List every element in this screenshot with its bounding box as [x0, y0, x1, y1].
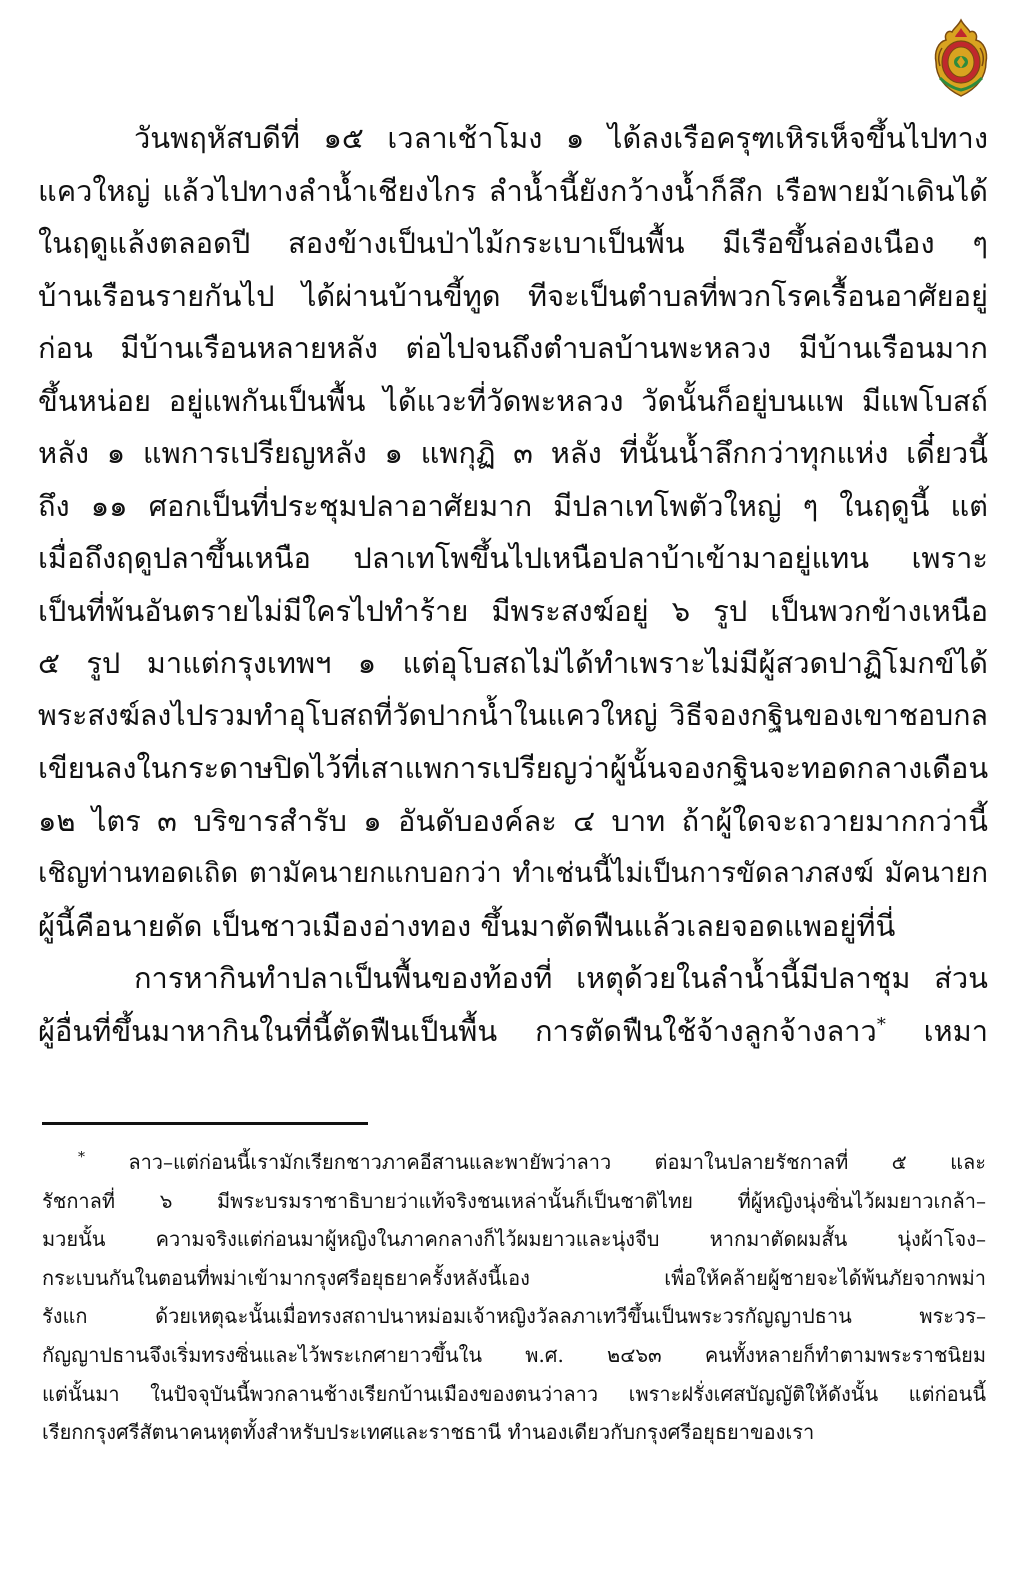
- body-line: พระสงฆ์ลงไปรวมทำอุโบสถที่วัดปากน้ำในแควใหญ่ วิธีจองกฐินของเขาชอบกล: [38, 698, 988, 732]
- body-line-tail: เหมา: [923, 1013, 989, 1048]
- body-line: เขียนลงในกระดาษปิดไว้ที่เสาแพการเปรียญว่าผู้นั้นจองกฐินจะทอดกลางเดือน: [38, 751, 989, 785]
- footnote-line: แต่นั้นมา ในปัจจุบันนี้พวกลานช้างเรียกบ้านเมืองของตนว่าลาว เพราะฝรั่งเศสบัญญัติให้ดังนั้น แต่ก่อนนี้: [42, 1381, 986, 1406]
- footnote-line: รังแก ด้วยเหตุฉะนั้นเมื่อทรงสถาปนาหม่อมเจ้าหญิงวัลลภาเทวีขึ้นเป็นพระวรกัญญาปธาน พระวร–: [42, 1304, 986, 1329]
- footnote-reference-mark: *: [876, 1013, 886, 1035]
- body-line: แควใหญ่ แล้วไปทางลำน้ำเชียงไกร ลำน้ำนี้ยังกว้างน้ำก็ลึก เรือพายม้าเดินได้: [38, 173, 988, 208]
- body-line-with-note: [38, 1005, 988, 1058]
- body-line: เป็นที่พ้นอันตรายไม่มีใครไปทำร้าย มีพระสงฆ์อยู่ ๖ รูป เป็นพวกข้างเหนือ: [38, 593, 988, 628]
- footnote-line-text: ลาว–แต่ก่อนนี้เรามักเรียกชาวภาคอีสานและพายัพว่าลาว ต่อมาในปลายรัชกาลที่ ๕ และ: [128, 1150, 986, 1174]
- body-line: หลัง ๑ แพการเปรียญหลัง ๑ แพกุฏิ ๓ หลัง ที่นั้นน้ำลึกกว่าทุกแห่ง เดี๋ยวนี้: [38, 436, 988, 470]
- body-line: การหากินทำปลาเป็นพื้นของท้องที่ เหตุด้วยในลำน้ำนี้มีปลาชุม ส่วน: [134, 961, 988, 995]
- body-line: ๑๒ ไตร ๓ บริขารสำรับ ๑ อันดับองค์ละ ๔ บาท ถ้าผู้ใดจะถวายมากกว่านี้: [38, 803, 988, 838]
- body-line: บ้านเรือนรายกันไป ได้ผ่านบ้านขี้ทูด ทีจะเป็นตำบลที่พวกโรคเรื้อนอาศัยอยู่: [38, 278, 988, 313]
- footnote: [42, 1143, 986, 1452]
- footnote-marker: *: [78, 1149, 85, 1166]
- body-line-text: ผู้อื่นที่ขึ้นมาหากินในที่นี้ตัดฟืนเป็นพื้น การตัดฟืนใช้จ้างลูกจ้างลาว: [38, 1013, 877, 1048]
- footnote-line: เรียกกรุงศรีสัตนาคนหุตทั้งสำหรับประเทศและราชธานี ทำนองเดียวกับกรุงศรีอยุธยาของเรา: [42, 1420, 815, 1445]
- body-line: ผู้นี้คือนายดัด เป็นชาวเมืองอ่างทอง ขึ้นมาตัดฟืนแล้วเลยจอดแพอยู่ที่นี่: [38, 908, 896, 943]
- footnote-line: รัชกาลที่ ๖ มีพระบรมราชาธิบายว่าแท้จริงชนเหล่านั้นก็เป็นชาติไทย ที่ผู้หญิงนุ่งซิ่นไว้ผมยาวเกล้า–: [42, 1188, 986, 1213]
- footnote-separator: [42, 1122, 368, 1125]
- footnote-line: กระเบนกันในตอนที่พม่าเข้ามากรุงศรีอยุธยาครั้งหลังนี้เอง เพื่อให้คล้ายผู้ชายจะได้พ้นภัยจากพม่า: [42, 1265, 986, 1290]
- school-emblem-icon: [928, 18, 994, 98]
- body-line: ก่อน มีบ้านเรือนหลายหลัง ต่อไปจนถึงตำบลบ้านพะหลวง มีบ้านเรือนมาก: [38, 331, 988, 365]
- footnote-line: [42, 1143, 986, 1182]
- body-line: เมื่อถึงฤดูปลาขึ้นเหนือ ปลาเทโพขึ้นไปเหนือปลาบ้าเข้ามาอยู่แทน เพราะ: [38, 541, 988, 575]
- body-line: ในฤดูแล้งตลอดปี สองข้างเป็นป่าไม้กระเบาเป็นพื้น มีเรือขึ้นล่องเนือง ๆ: [38, 226, 988, 260]
- footnote-line: กัญญาปธานจึงเริ่มทรงซิ่นและไว้พระเกศายาวขึ้นใน พ.ศ. ๒๔๖๓ คนทั้งหลายก็ทำตามพระราชนิยม: [42, 1342, 986, 1367]
- body-line: วันพฤหัสบดีที่ ๑๕ เวลาเช้าโมง ๑ ได้ลงเรือครุฑเหิรเห็จขึ้นไปทาง: [134, 121, 988, 155]
- body-line: ๕ รูป มาแต่กรุงเทพฯ ๑ แต่อุโบสถไม่ได้ทำเพราะไม่มีผู้สวดปาฏิโมกข์ได้: [38, 646, 988, 680]
- body-line: ขึ้นหน่อย อยู่แพกันเป็นพื้น ได้แวะที่วัดพะหลวง วัดนั้นก็อยู่บนแพ มีแพโบสถ์: [38, 383, 988, 418]
- body-line: เชิญท่านทอดเถิด ตามัคนายกแกบอกว่า ทำเช่นนี้ไม่เป็นการขัดลาภสงฆ์ มัคนายก: [38, 857, 988, 889]
- body-line: ถึง ๑๑ ศอกเป็นที่ประชุมปลาอาศัยมาก มีปลาเทโพตัวใหญ่ ๆ ในฤดูนี้ แต่: [38, 488, 988, 523]
- footnote-line: มวยนั้น ความจริงแต่ก่อนมาผู้หญิงในภาคกลางก็ไว้ผมยาวและนุ่งจีบ หากมาตัดผมสั้น นุ่งผ้าโจง–: [42, 1227, 986, 1252]
- body-text: [38, 112, 988, 1057]
